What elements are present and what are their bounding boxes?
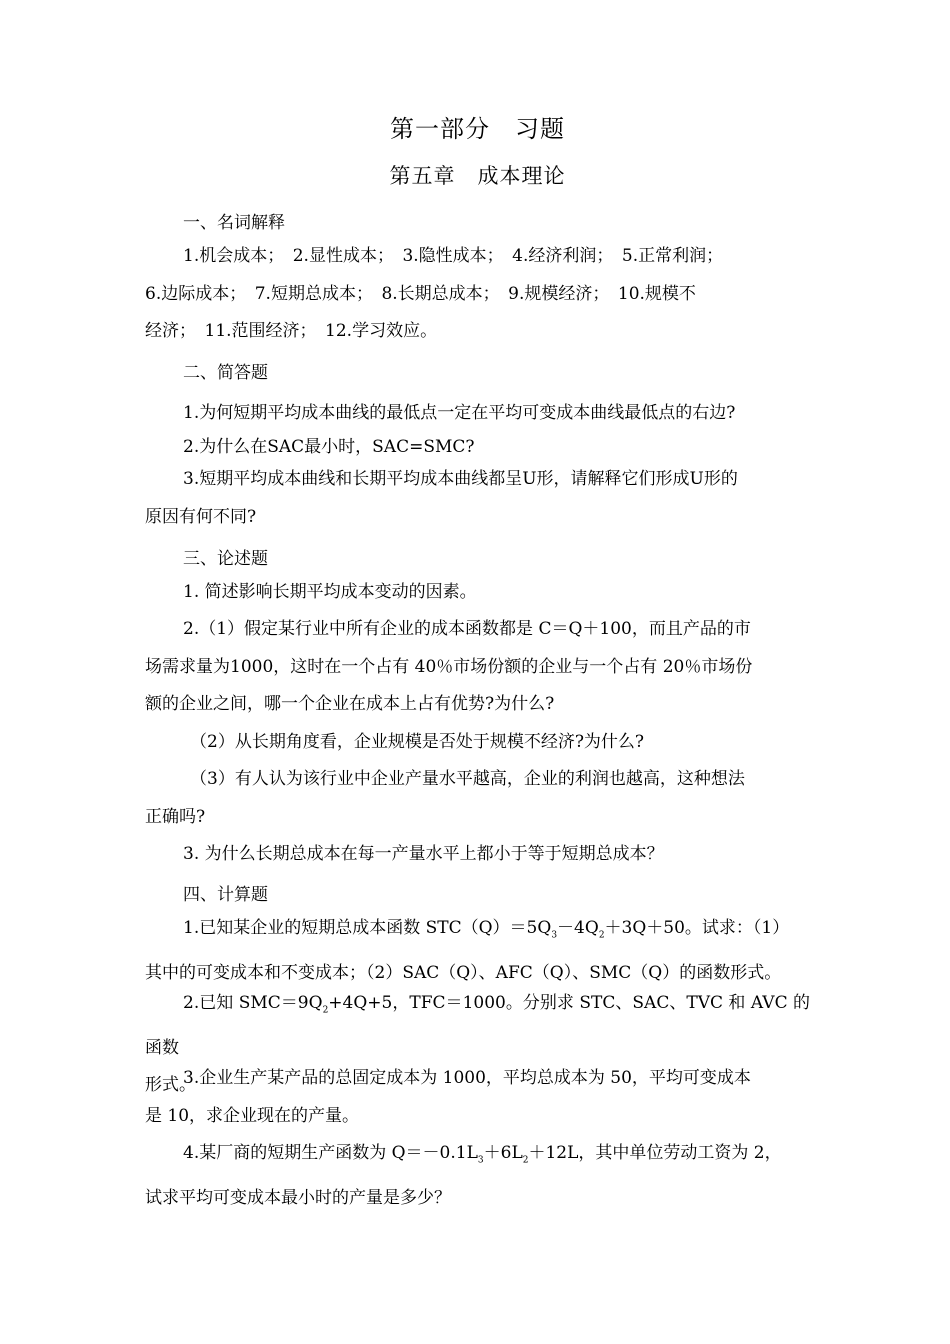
terms-paragraph: [145, 238, 810, 351]
essay-q2-part2: [145, 724, 810, 762]
formula-text: ＋12L，其中单位劳动工资为 2，: [528, 1143, 782, 1163]
short-answer-q3: [145, 461, 810, 536]
formula-text: +4Q+5，TFC＝1000。分别求 STC、SAC、TVC 和 AVC 的函数: [145, 993, 810, 1058]
formula-text: ＋3Q＋50。试求：（1）: [604, 918, 790, 938]
superscript: 3: [477, 1155, 484, 1166]
question-line: 1.为何短期平均成本曲线的最低点一定在平均可变成本曲线最低点的右边?: [183, 403, 736, 423]
formula-text: 4.某厂商的短期生产函数为 Q＝－0.1L: [183, 1143, 478, 1163]
question-line: 正确吗?: [145, 806, 206, 827]
superscript: 2: [598, 930, 605, 941]
question-line: 2.为什么在SAC最小时，SAC=SMC?: [183, 437, 475, 457]
formula-text: －4Q: [557, 918, 599, 938]
question-line: 3.短期平均成本曲线和长期平均成本曲线都呈U形，请解释它们形成U形的: [183, 469, 738, 489]
section-heading-short-answer: 二、简答题: [183, 363, 268, 383]
question-line: 试求平均可变成本最小时的产量是多少？: [145, 1187, 451, 1208]
question-line: [145, 910, 810, 955]
section-heading-terms: 一、名词解释: [183, 213, 285, 233]
question-line: 形式。: [145, 1075, 196, 1096]
question-line: 原因有何不同?: [145, 506, 257, 527]
question-line: （3）有人认为该行业中企业产量水平越高，企业的利润也越高，这种想法: [190, 769, 745, 789]
essay-q2: [145, 611, 810, 724]
formula-text: 1.已知某企业的短期总成本函数 STC（Q）＝5Q: [183, 918, 552, 938]
question-line: 3.企业生产某产品的总固定成本为 1000，平均总成本为 50，平均可变成本: [183, 1068, 751, 1088]
superscript: 2: [522, 1155, 529, 1166]
superscript: 3: [551, 930, 558, 941]
terms-line: 1.机会成本； 2.显性成本； 3.隐性成本； 4.经济利润； 5.正常利润；: [183, 246, 724, 266]
question-line: [145, 985, 810, 1067]
calc-q4: [145, 1135, 810, 1217]
question-line: 3. 为什么长期总成本在每一产量水平上都小于等于短期总成本？: [183, 844, 664, 864]
terms-line: 6.边际成本； 7.短期总成本； 8.长期总成本； 9.规模经济； 10.规模不: [145, 283, 696, 304]
question-line: 2.（1）假定某行业中所有企业的成本函数都是 C＝Q＋100，而且产品的市: [183, 619, 751, 639]
question-line: （2）从长期角度看，企业规模是否处于规模不经济?为什么?: [190, 732, 645, 752]
question-line: 额的企业之间，哪一个企业在成本上占有优势?为什么?: [145, 694, 555, 714]
section-heading-essay: 三、论述题: [183, 549, 268, 569]
calc-q1: [145, 910, 810, 992]
essay-q3: [145, 836, 810, 874]
short-answer-q1-q2: [145, 396, 810, 464]
formula-text: 2.已知 SMC＝9Q: [183, 993, 323, 1013]
question-line: [145, 1135, 810, 1180]
terms-line: 经济； 11.范围经济； 12.学习效应。: [145, 321, 438, 341]
question-line: 1. 简述影响长期平均成本变动的因素。: [183, 582, 477, 602]
question-line: 其中的可变成本和不变成本；（2）SAC（Q）、AFC（Q）、SMC（Q）的函数形式。: [145, 962, 782, 983]
page-title: 第一部分 习题: [390, 115, 565, 143]
essay-q2-part3: [145, 761, 810, 836]
section-heading-calculation: 四、计算题: [183, 885, 268, 905]
essay-q1: [145, 574, 810, 612]
formula-text: ＋6L: [483, 1143, 523, 1163]
superscript: 2: [322, 1005, 329, 1016]
question-line: 是 10，求企业现在的产量。: [145, 1105, 360, 1126]
question-line: 场需求量为1000，这时在一个占有 40％市场份额的企业与一个占有 20％市场份: [145, 656, 753, 677]
chapter-title: 第五章 成本理论: [389, 164, 566, 188]
calc-q3: [145, 1060, 810, 1135]
